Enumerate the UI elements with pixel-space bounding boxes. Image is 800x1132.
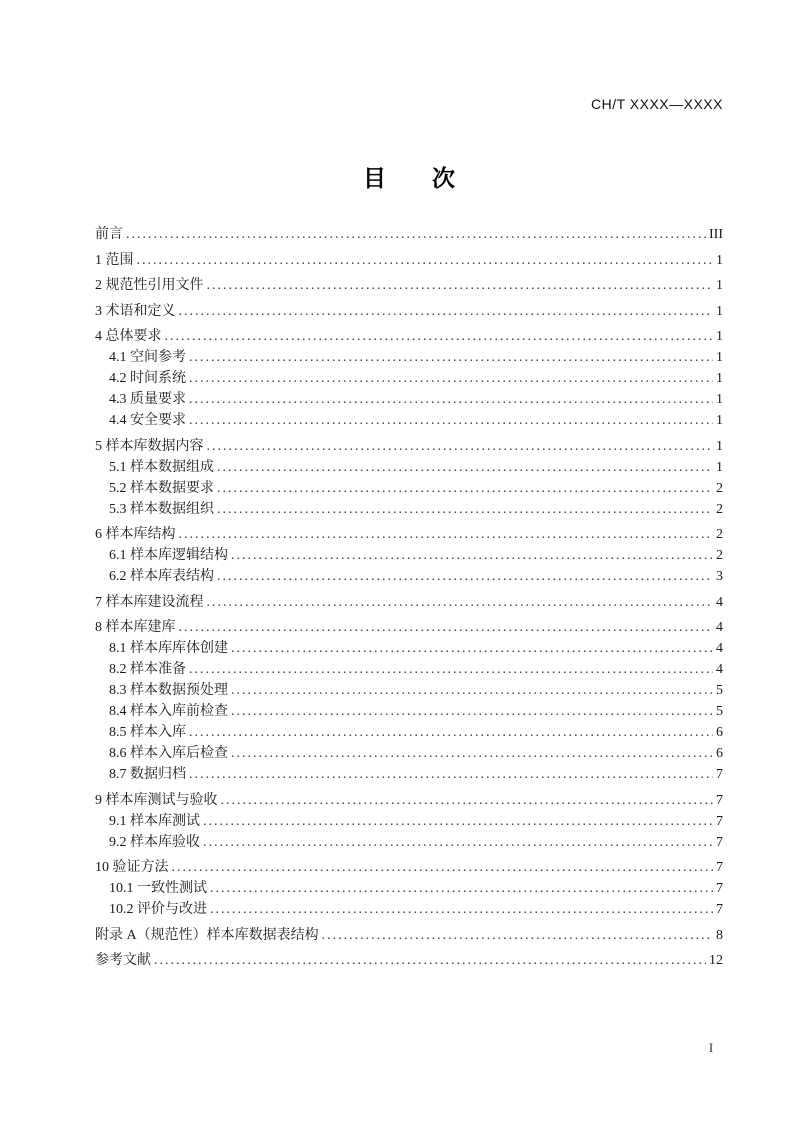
- toc-entry: [95, 545, 723, 566]
- toc-entry-label: 8.6 样本入库后检查: [109, 746, 228, 761]
- toc-dot-leader: [207, 592, 714, 613]
- toc-entry-label: 前言: [95, 227, 123, 242]
- toc-entry-page: 3: [716, 569, 723, 584]
- toc-entry-page: 8: [716, 927, 723, 943]
- toc-entry-label: 6 样本库结构: [95, 527, 176, 542]
- toc-entry: [95, 832, 723, 853]
- toc-entry: [95, 347, 723, 368]
- toc-entry-label: 9 样本库测试与验收: [95, 792, 218, 808]
- toc-dot-leader: [203, 811, 713, 832]
- toc-entry-label: 10 验证方法: [95, 860, 169, 875]
- toc-entry-label: 8.2 样本准备: [109, 662, 186, 677]
- toc-entry: [95, 701, 723, 722]
- toc-entry-page: 12: [709, 953, 723, 968]
- toc-entry-page: 4: [716, 594, 723, 610]
- toc-entry: [95, 617, 723, 638]
- toc-entry: [95, 368, 723, 389]
- toc-entry-page: III: [709, 227, 723, 242]
- toc-entry-label: 4 总体要求: [95, 329, 162, 344]
- toc-entry: [95, 250, 723, 271]
- toc-dot-leader: [172, 857, 714, 878]
- toc-entry: [95, 478, 723, 499]
- page-content: [95, 0, 723, 971]
- toc-entry: [95, 743, 723, 764]
- toc-dot-leader: [231, 680, 713, 701]
- toc-entry-page: 4: [716, 662, 723, 677]
- toc-entry: [95, 925, 723, 946]
- toc-dot-leader: [231, 701, 713, 722]
- toc-entry: [95, 524, 723, 545]
- toc-dot-leader: [231, 638, 713, 659]
- toc-entry: [95, 899, 723, 920]
- toc-dot-leader: [322, 925, 713, 946]
- toc-dot-leader: [217, 499, 713, 520]
- toc-dot-leader: [126, 224, 706, 245]
- toc-entry-label: 8.3 样本数据预处理: [109, 683, 228, 698]
- toc-entry-page: 7: [716, 860, 723, 875]
- toc-entry-page: 7: [716, 834, 723, 850]
- toc-entry-label: 2 规范性引用文件: [95, 278, 204, 293]
- toc-entry-page: 6: [716, 746, 723, 761]
- toc-entry: [95, 878, 723, 899]
- toc-entry-page: 1: [716, 252, 723, 268]
- toc-entry-label: 10.1 一致性测试: [109, 881, 207, 896]
- toc-entry: [95, 224, 723, 245]
- toc-dot-leader: [179, 524, 714, 545]
- toc-entry-page: 4: [716, 641, 723, 656]
- toc-dot-leader: [189, 389, 713, 410]
- toc-entry-label: 4.2 时间系统: [109, 371, 186, 386]
- toc-entry-page: 2: [716, 548, 723, 563]
- toc-entry-page: 5: [716, 683, 723, 698]
- toc-entry-page: 2: [716, 480, 723, 496]
- toc-entry-label: 9.1 样本库测试: [109, 813, 200, 829]
- toc-dot-leader: [189, 368, 713, 389]
- toc-entry-label: 3 术语和定义: [95, 303, 176, 319]
- toc-entry-page: 7: [716, 881, 723, 896]
- toc-entry-page: 2: [716, 527, 723, 542]
- toc-dot-leader: [189, 722, 713, 743]
- toc-dot-leader: [189, 764, 713, 785]
- toc-entry-page: 7: [716, 767, 723, 782]
- toc-entry-page: 7: [716, 902, 723, 917]
- toc-entry: [95, 950, 723, 971]
- toc-entry-label: 4.1 空间参考: [109, 350, 186, 365]
- toc-entry-page: 2: [716, 501, 723, 517]
- toc-dot-leader: [210, 899, 713, 920]
- toc-entry-page: 1: [716, 392, 723, 407]
- toc-dot-leader: [189, 410, 713, 431]
- toc-dot-leader: [231, 545, 713, 566]
- toc-entry-page: 5: [716, 704, 723, 719]
- toc-list: [95, 224, 723, 971]
- toc-entry-page: 1: [716, 303, 723, 319]
- toc-dot-leader: [231, 743, 713, 764]
- toc-dot-leader: [189, 347, 713, 368]
- toc-entry-page: 4: [716, 620, 723, 635]
- toc-dot-leader: [207, 275, 714, 296]
- toc-entry-page: 1: [716, 278, 723, 293]
- toc-entry-label: 10.2 评价与改进: [109, 902, 207, 917]
- toc-entry-page: 1: [716, 459, 723, 475]
- toc-entry: [95, 566, 723, 587]
- toc-dot-leader: [217, 566, 713, 587]
- toc-entry-label: 参考文献: [95, 953, 151, 968]
- page-title: 目 次: [363, 166, 455, 191]
- toc-entry-page: 1: [716, 413, 723, 428]
- toc-entry-page: 6: [716, 725, 723, 740]
- toc-entry: [95, 275, 723, 296]
- toc-entry-label: 7 样本库建设流程: [95, 594, 204, 610]
- toc-entry-label: 1 范围: [95, 252, 134, 268]
- toc-entry: [95, 499, 723, 520]
- toc-entry: [95, 764, 723, 785]
- toc-entry-label: 8.5 样本入库: [109, 725, 186, 740]
- toc-entry: [95, 301, 723, 322]
- toc-entry: [95, 592, 723, 613]
- toc-dot-leader: [137, 250, 714, 271]
- toc-dot-leader: [210, 878, 713, 899]
- toc-entry: [95, 857, 723, 878]
- toc-entry-label: 5.1 样本数据组成: [109, 459, 214, 475]
- toc-entry: [95, 410, 723, 431]
- toc-entry-label: 4.3 质量要求: [109, 392, 186, 407]
- toc-dot-leader: [217, 478, 713, 499]
- toc-entry-label: 6.2 样本库表结构: [109, 569, 214, 584]
- document-header: [95, 0, 723, 112]
- toc-entry: [95, 326, 723, 347]
- toc-entry-page: 7: [716, 792, 723, 808]
- toc-entry-page: 7: [716, 813, 723, 829]
- toc-entry: [95, 389, 723, 410]
- toc-entry-label: 8.7 数据归档: [109, 767, 186, 782]
- toc-entry-page: 1: [716, 329, 723, 344]
- toc-dot-leader: [165, 326, 714, 347]
- toc-dot-leader: [189, 659, 713, 680]
- toc-entry: [95, 638, 723, 659]
- toc-entry: [95, 811, 723, 832]
- toc-entry-label: 4.4 安全要求: [109, 413, 186, 428]
- toc-entry-label: 8 样本库建库: [95, 620, 176, 635]
- toc-entry-page: 1: [716, 438, 723, 454]
- toc-entry-label: 5 样本库数据内容: [95, 438, 204, 454]
- toc-dot-leader: [179, 301, 714, 322]
- toc-entry-label: 8.1 样本库库体创建: [109, 641, 228, 656]
- toc-entry: [95, 659, 723, 680]
- toc-dot-leader: [221, 790, 714, 811]
- toc-entry-label: 5.3 样本数据组织: [109, 501, 214, 517]
- toc-dot-leader: [154, 950, 706, 971]
- toc-entry: [95, 790, 723, 811]
- toc-entry-label: 8.4 样本入库前检查: [109, 704, 228, 719]
- toc-entry: [95, 680, 723, 701]
- toc-entry-label: 6.1 样本库逻辑结构: [109, 548, 228, 563]
- toc-entry-label: 9.2 样本库验收: [109, 834, 200, 850]
- toc-entry-label: 5.2 样本数据要求: [109, 480, 214, 496]
- toc-entry-page: 1: [716, 371, 723, 386]
- toc-dot-leader: [179, 617, 714, 638]
- toc-entry-page: 1: [716, 350, 723, 365]
- toc-dot-leader: [207, 436, 714, 457]
- toc-dot-leader: [203, 832, 713, 853]
- toc-entry: [95, 436, 723, 457]
- toc-entry-label: 附录 A（规范性）样本库数据表结构: [95, 927, 319, 943]
- toc-dot-leader: [217, 457, 713, 478]
- toc-entry: [95, 457, 723, 478]
- doc-code: CH/T XXXX—XXXX: [590, 96, 723, 112]
- footer-page-number: I: [708, 1040, 714, 1055]
- toc-entry: [95, 722, 723, 743]
- page-footer: [95, 1040, 723, 1056]
